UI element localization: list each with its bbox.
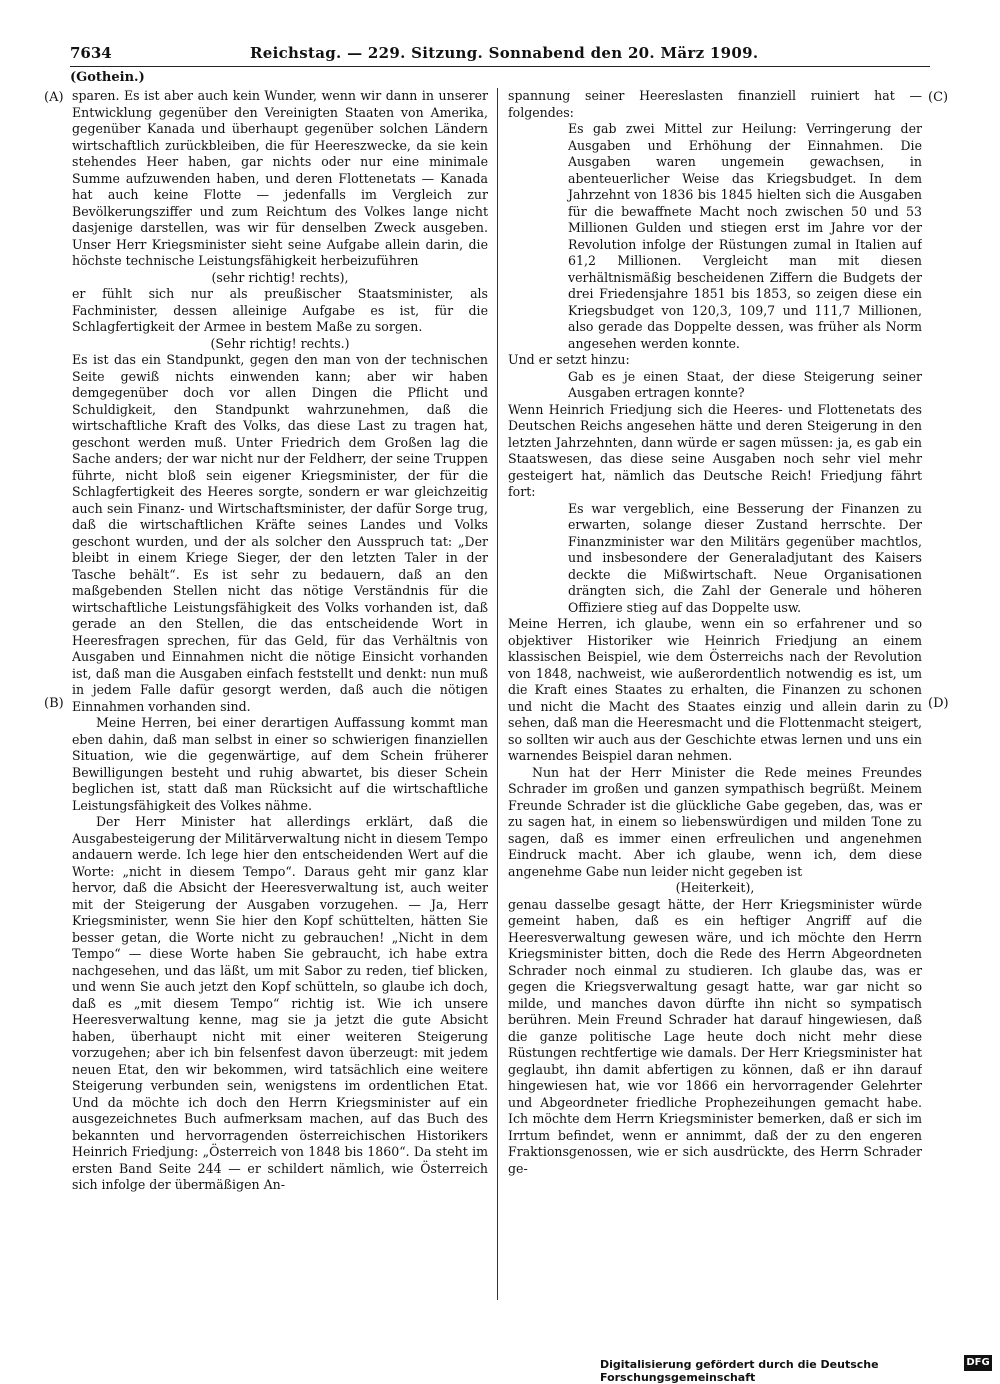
digitization-credit: Digitalisierung gefördert durch die Deutsche Forschungsgemeinschaft	[600, 1358, 879, 1384]
margin-marker-b: (B)	[44, 696, 64, 711]
paragraph: Meine Herren, bei einer derartigen Auffassung kommt man eben dahin, daß man selbst in einer so schwierigen finanziellen Situation, wie die gegenwärtige, auf dem Schein früherer Bewilligungen besteht und ruhig abwartet, bis dieser Schein beglichen ist, statt daß man Rücksicht auf die wirtschaftliche Leistungsfähigkeit des Volkes nähme.	[72, 715, 488, 813]
paragraph: sparen. Es ist aber auch kein Wunder, wenn wir dann in unserer Entwicklung gegenüber den Vereinigten Staaten von Amerika, gegenüber Kanada und überhaupt gegenüber solchen Ländern wirtschaftlich zurückbleiben, die für Heereszwecke, da sie kein stehendes Heer haben, gar nichts oder nur eine minimale Summe aufzuwenden haben, und deren Flottenetats — Kanada hat auch keine Flotte — jedenfalls im Vergleich zur Bevölkerungsziffer und zum Reichtum des Volkes lange nicht dasjenige darstellen, was wir für denselben Zweck ausgeben. Unser Herr Kriegsminister sieht seine Aufgabe allein darin, die höchste technische Leistungsfähigkeit herbeizuführen	[72, 88, 488, 268]
paragraph: Wenn Heinrich Friedjung sich die Heeres- und Flottenetats des Deutschen Reichs angesehen hätte und deren Steigerung in den letzten Jahrzehnten, dann würde er sagen müssen: ja, es gab ein Staatswesen, das diese seine Ausgaben noch sehr viel mehr gesteigert hat, nämlich das Deutsche Reich! Friedjung fährt fort:	[508, 401, 922, 499]
margin-marker-c: (C)	[928, 90, 949, 105]
interjection: (Sehr richtig! rechts.)	[210, 335, 350, 351]
block-quote: Gab es je einen Staat, der diese Steigerung seiner Ausgaben ertragen konnte?	[568, 368, 922, 400]
paragraph: Es ist das ein Standpunkt, gegen den man von der technischen Seite gewiß nichts einwenden kann; aber wir haben demgegenüber doch vor allen Dingen die Pflicht und Schuldigkeit, den Standpunkt wahrzunehmen, daß die wirtschaftliche Kraft des Volks, das diese Last zu tragen hat, geschont werden muß. Unter Friedrich dem Großen lag die Sache anders; der war nicht nur der Feldherr, der seine Truppen führte, nicht bloß sein eigener Kriegsminister, der für die Schlagfertigkeit des Heeres sorgte, sondern er war gleichzeitig auch sein Finanz- und Wirtschaftsminister, der dafür Sorge trug, daß die wirtschaftlichen Kräfte seines Landes und Volks geschont wurden, und der als solcher den Ausspruch tat: „Der bleibt in einem Kriege Sieger, der den letzten Taler in der Tasche behält“. Es ist sehr zu bedauern, daß an den maßgebenden Stellen nicht das nötige Verständnis für die wirtschaftliche Leistungsfähigkeit des Volks vorhanden ist, daß gerade an den Stellen, die das entscheidende Wort in Heeresfragen sprechen, für das Geld, für das Verhältnis von Ausgaben und Einnahmen nicht die nötige Einsicht vorhanden ist, daß man die Ausgaben einfach feststellt und denkt: nun muß in jedem Falle dafür gesorgt werden, daß auch die nötigen Einnahmen vorhanden sind.	[72, 352, 488, 714]
column-divider	[497, 88, 498, 1300]
left-column	[72, 88, 488, 1298]
paragraph: spannung seiner Heereslasten finanziell ruiniert hat — folgendes:	[508, 88, 922, 120]
page-header	[70, 40, 930, 66]
interjection: (Heiterkeit),	[675, 880, 755, 895]
paragraph: Der Herr Minister hat allerdings erklärt, daß die Ausgabesteigerung der Militärverwaltung nicht in diesem Tempo andauern werde. Ich lege hier den entscheidenden Wert auf die Worte: „nicht in diesem Tempo“. Daraus geht mir ganz klar hervor, daß die Absicht der Heeresverwaltung ist, auch weiter mit der Steigerung der Ausgaben vorzugehen. — Ja, Herr Kriegsminister, wenn Sie hier den Kopf schüttelten, hätten Sie besser getan, die Worte nicht zu gebrauchen! „Nicht in dem Tempo“ — diese Worte haben Sie gebraucht, ich habe extra nachgesehen, und das läßt, um mit Sabor zu reden, tief blicken, und wenn Sie auch jetzt den Kopf schütteln, so glaube ich doch, daß es „mit diesem Tempo“ richtig ist. Wie ich unsere Heeresverwaltung kenne, mag sie ja jetzt die gute Absicht haben, überhaupt nicht mit einer weiteren Steigerung vorzugehen; aber ich bin felsenfest davon überzeugt: mit jedem neuen Etat, den wir bekommen, wird tatsächlich eine weitere Steigerung verbunden sein, wenigstens im ordentlichen Etat. Und da möchte ich doch den Herrn Kriegsminister auf ein ausgezeichnetes Buch aufmerksam machen, auf das Buch des bekannten und hervorragenden österreichischen Historikers Heinrich Friedjung: „Österreich von 1848 bis 1860“. Da steht im ersten Band Seite 244 — er schildert nämlich, wie Österreich sich infolge der übermäßigen An-	[72, 814, 488, 1192]
margin-marker-a: (A)	[44, 90, 64, 105]
paragraph: Nun hat der Herr Minister die Rede meines Freundes Schrader im großen und ganzen sympathisch begrüßt. Meinem Freunde Schrader ist die glückliche Gabe gegeben, das, was er zu sagen hat, in einem so liebenswürdigen und milden Tone zu sagen, daß es immer einen erfreulichen und angenehmen Eindruck macht. Aber ich glaube, wenn ich, dem diese angenehme Gabe nun leider nicht gegeben ist	[508, 764, 922, 879]
dfg-logo: DFG	[964, 1355, 992, 1371]
paragraph: Und er setzt hinzu:	[508, 352, 630, 367]
speaker-name: (Gothein.)	[70, 70, 145, 85]
page-number: 7634	[70, 44, 112, 62]
block-quote: Es war vergeblich, eine Besserung der Finanzen zu erwarten, solange dieser Zustand herrschte. Der Finanzminister war den Militärs gegenüber machtlos, und insbesondere der Generaladjutant des Kaisers deckte die Mißwirtschaft. Neue Organisationen drängten sich, die Zahl der Generale und höheren Offiziere stieg auf das Doppelte usw.	[568, 500, 922, 615]
interjection: (sehr richtig! rechts),	[211, 269, 349, 285]
right-column	[508, 88, 922, 1298]
margin-marker-d: (D)	[928, 696, 949, 711]
paragraph: Meine Herren, ich glaube, wenn ein so erfahrener und so objektiver Historiker wie Heinrich Friedjung an einem klassischen Beispiel, wie dem Österreichs nach der Revolution von 1848, nachweist, wie außerordentlich notwendig es ist, um die Kraft eines Staates zu erhalten, die Finanzen zu schonen und nicht die Macht des Staates einzig und allein darin zu sehen, daß man die Heeresmacht und die Flottenmacht steigert, so sollten wir auch aus der Geschichte etwas lernen und uns ein warnendes Beispiel daran nehmen.	[508, 616, 922, 763]
paragraph: er fühlt sich nur als preußischer Staatsminister, als Fachminister, dessen alleinige Aufgabe es ist, für die Schlagfertigkeit der Armee in bestem Maße zu sorgen.	[72, 286, 488, 334]
header-rule	[70, 66, 930, 67]
running-title: Reichstag. — 229. Sitzung. Sonnabend den 20. März 1909.	[250, 44, 759, 62]
paragraph: genau dasselbe gesagt hätte, der Herr Kriegsminister würde gemeint haben, daß es ein heftiger Angriff auf die Heeresverwaltung gewesen wäre, und ich möchte den Herrn Kriegsminister bitten, doch die Rede des Herrn Abgeordneten Schrader noch einmal zu studieren. Ich glaube das, was er gegen die Kriegsverwaltung gesagt hatte, war gar nicht so milde, und manches davon dürfte ihn nicht so sympatisch berühren. Mein Freund Schrader hat darauf hingewiesen, daß die ganze politische Lage heute doch nicht mehr diese Rüstungen rechtfertige wie damals. Der Herr Kriegsminister hat geglaubt, ihn damit abfertigen zu können, daß er ihn darauf hingewiesen hat, wie vor 1866 ein hervorragender Gelehrter und Abgeordneter friedliche Prophezeihungen gemacht habe. Ich möchte dem Herrn Kriegsminister bemerken, daß er sich im Irrtum befindet, wenn er annimmt, daß der zu den engeren Fraktionsgenossen, wie er sich ausdrückte, des Herrn Schrader ge-	[508, 896, 922, 1176]
block-quote: Es gab zwei Mittel zur Heilung: Verringerung der Ausgaben und Erhöhung der Einnahmen. Die Ausgaben waren ungemein gewachsen, in abenteuerlicher Weise das Kriegsbudget. In dem Jahrzehnt von 1836 bis 1845 hielten sich die Ausgaben für die bewaffnete Macht noch zwischen 50 und 53 Millionen Gulden und stiegen erst im Jahre vor der Revolution infolge der Rüstungen zumal in Italien auf 61,2 Millionen. Vergleicht man mit diesen verhältnismäßig bescheidenen Ziffern die Budgets der drei Friedensjahre 1851 bis 1853, so zeigen diese ein Kriegsbudget von 120,3, 109,7 und 111,7 Millionen, also gerade das Doppelte dessen, was früher als Norm angesehen werden konnte.	[568, 121, 922, 351]
